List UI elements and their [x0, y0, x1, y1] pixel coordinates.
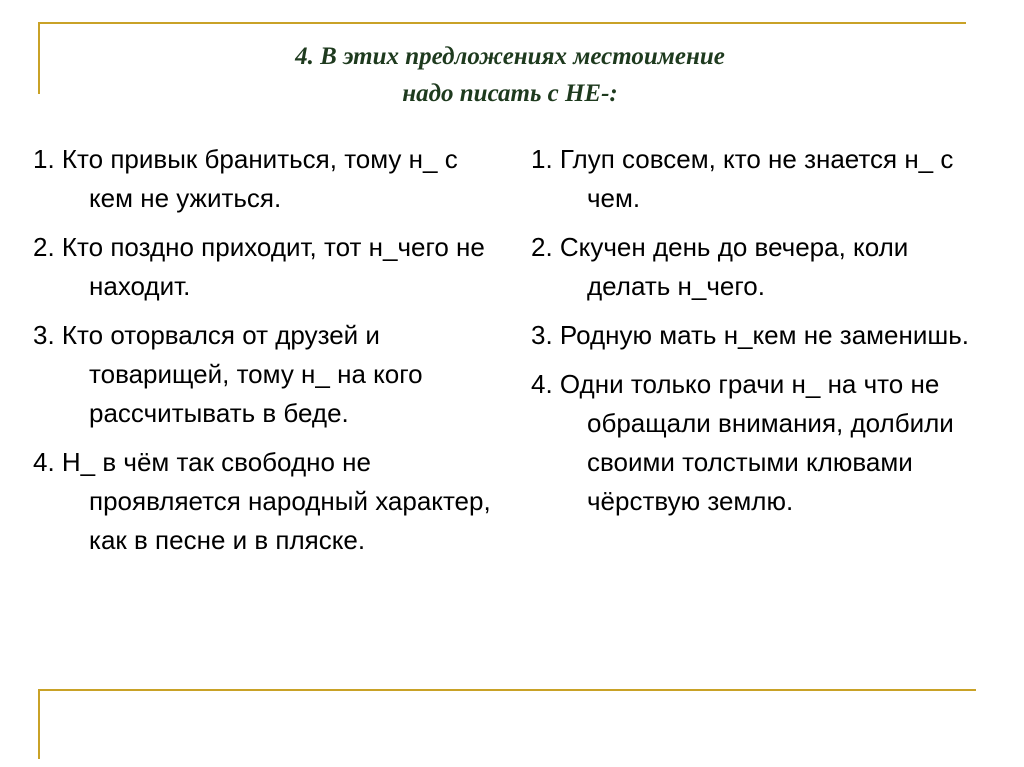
title-line-2: надо писать с НЕ-:	[402, 80, 618, 107]
bottom-left-rule	[38, 689, 40, 759]
title-line-1: 4. В этих предложениях местоимение	[295, 43, 725, 70]
left-rule	[38, 22, 40, 94]
bottom-rule	[38, 689, 976, 691]
left-item-1: 1. Кто привык браниться, тому н_ с кем не ужиться.	[33, 144, 458, 213]
right-item-2: 2. Скучен день до вечера, коли делать н_чего.	[531, 232, 909, 301]
right-item-1: 1. Глуп совсем, кто не знается н_ с чем.	[531, 144, 954, 213]
right-item-4: 4. Одни только грачи н_ на что не обращали внимания, долбили своими толстыми клювами чёрствую землю.	[531, 369, 954, 516]
right-column	[531, 140, 981, 531]
slide-title	[110, 38, 910, 112]
top-rule	[38, 22, 966, 24]
right-item-3: 3. Родную мать н_кем не заменишь.	[531, 320, 970, 350]
left-item-3: 3. Кто оторвался от друзей и товарищей, тому н_ на кого рассчитывать в беде.	[33, 320, 423, 428]
left-item-2: 2. Кто поздно приходит, тот н_чего не находит.	[33, 232, 485, 301]
left-item-4: 4. Н_ в чём так свободно не проявляется народный характер, как в песне и в пляске.	[33, 447, 491, 555]
left-column	[33, 140, 503, 570]
